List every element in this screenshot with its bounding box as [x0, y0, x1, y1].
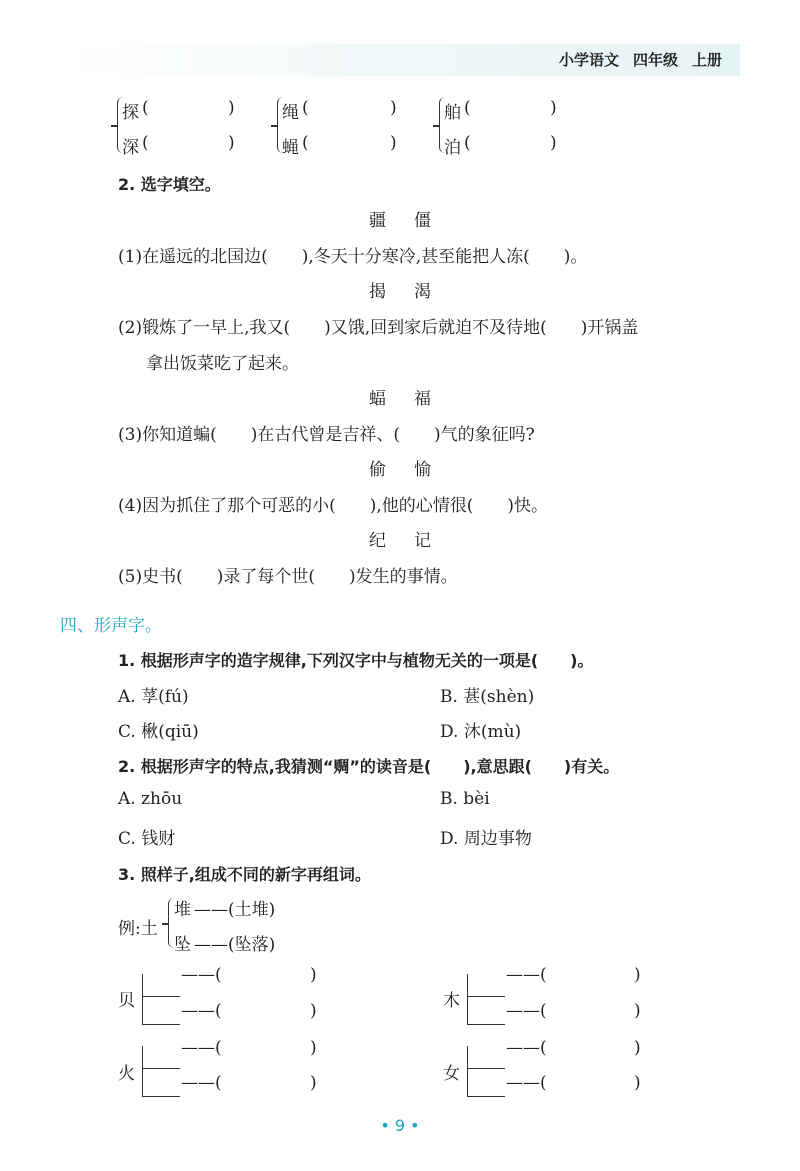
paren-open: (: [142, 98, 149, 118]
pair-top-char: 舶: [444, 103, 461, 123]
s4-q3-title: 3. 照样子,组成不同的新字再组词。: [118, 865, 371, 884]
paren-open: (: [464, 98, 471, 118]
paren-open: (: [302, 98, 309, 118]
pair-bottom-char: 泊: [444, 138, 461, 158]
blank-dash: ——(: [181, 1001, 222, 1021]
choice-char: 纪: [369, 531, 386, 551]
choice-pair: [0, 206, 800, 231]
paren-open: (: [464, 133, 471, 153]
paren-close: ): [310, 1073, 317, 1093]
q2-title: 2. 选字填空。: [118, 175, 221, 194]
page-number: • 9 •: [380, 1116, 420, 1135]
paren-close: ): [634, 965, 641, 985]
paren-close: ): [228, 98, 235, 118]
header-grade: 四年级: [632, 51, 678, 69]
example-top-word: ——(土堆): [194, 900, 276, 920]
blank-dash: ——(: [506, 965, 547, 985]
paren-close: ): [550, 98, 557, 118]
paren-close: ): [228, 133, 235, 153]
header-volume: 上册: [691, 51, 722, 69]
tree-branch: [467, 1068, 505, 1069]
radical-char: 火: [118, 1064, 135, 1084]
s4-q2-option-b: B. bèi: [440, 789, 490, 809]
choice-char: 蝠: [369, 389, 386, 409]
paren-close: ): [390, 98, 397, 118]
pair-top-char: 探: [122, 103, 139, 123]
radical-char: 木: [443, 991, 460, 1011]
paren-close: ): [310, 1038, 317, 1058]
choice-char: 愉: [414, 460, 431, 480]
blank-dash: ——(: [181, 965, 222, 985]
blank-dash: ——(: [506, 1073, 547, 1093]
q2-item-5: (5)史书( )录了每个世( )发生的事情。: [118, 567, 458, 587]
page-header: [545, 49, 722, 70]
blank-dash: ——(: [181, 1073, 222, 1093]
choice-pair: [0, 526, 800, 551]
q2-item-1: (1)在遥远的北国边( ),冬天十分寒冷,甚至能把人冻( )。: [118, 247, 588, 267]
q2-item-2: (2)锻炼了一早上,我又( )又饿,回到家后就迫不及待地( )开锅盖: [118, 318, 639, 338]
q2-item-2-cont: 拿出饭菜吃了起来。: [146, 354, 299, 374]
choice-pair: [0, 384, 800, 409]
paren-close: ): [310, 965, 317, 985]
choice-pair: [0, 277, 800, 302]
example-bottom-char: 坠: [174, 935, 191, 955]
tree-branch: [142, 996, 180, 997]
header-subject: 小学语文: [558, 51, 619, 69]
blank-dash: ——(: [506, 1001, 547, 1021]
paren-close: ): [634, 1038, 641, 1058]
s4-q2-option-a: A. zhōu: [118, 789, 183, 809]
paren-close: ): [634, 1073, 641, 1093]
example-bottom-word: ——(坠落): [194, 935, 276, 955]
choice-char: 偷: [369, 460, 386, 480]
blank-dash: ——(: [506, 1038, 547, 1058]
pair-bottom-char: 深: [122, 138, 139, 158]
example-prefix: 例:土: [118, 919, 158, 939]
choice-char: 福: [414, 389, 431, 409]
choice-char: 渴: [414, 282, 431, 302]
paren-close: ): [310, 1001, 317, 1021]
s4-q2-option-c: C. 钱财: [118, 829, 176, 849]
q2-item-4: (4)因为抓住了那个可恶的小( ),他的心情很( )快。: [118, 496, 549, 516]
tree-branch: [467, 1096, 505, 1097]
tree-branch: [142, 1024, 180, 1025]
tree-stem: [467, 1046, 468, 1096]
section-4-title: 四、形声字。: [60, 616, 162, 636]
s4-q2-option-d: D. 周边事物: [440, 829, 532, 849]
s4-q1-option-a: A. 莩(fú): [118, 687, 189, 707]
s4-q1-option-c: C. 楸(qiū): [118, 722, 199, 742]
tree-stem: [467, 974, 468, 1024]
choice-pair: [0, 455, 800, 480]
tree-branch: [467, 1024, 505, 1025]
pair-top-char: 绳: [282, 103, 299, 123]
paren-close: ): [634, 1001, 641, 1021]
paren-close: ): [390, 133, 397, 153]
tree-stem: [142, 974, 143, 1024]
choice-char: 僵: [414, 211, 431, 231]
paren-open: (: [302, 133, 309, 153]
tree-branch: [467, 996, 505, 997]
tree-stem: [142, 1046, 143, 1096]
paren-open: (: [142, 133, 149, 153]
choice-char: 疆: [369, 211, 386, 231]
tree-branch: [142, 1096, 180, 1097]
radical-char: 女: [443, 1064, 460, 1084]
s4-q1-title: 1. 根据形声字的造字规律,下列汉字中与植物无关的一项是( )。: [118, 651, 594, 670]
example-top-char: 堆: [174, 900, 191, 920]
pair-bottom-char: 蝇: [282, 138, 299, 158]
radical-char: 贝: [118, 991, 135, 1011]
q2-item-3: (3)你知道蝙( )在古代曾是吉祥、( )气的象征吗?: [118, 425, 535, 445]
choice-char: 记: [414, 531, 431, 551]
s4-q1-option-d: D. 沐(mù): [440, 722, 522, 742]
paren-close: ): [550, 133, 557, 153]
s4-q1-option-b: B. 葚(shèn): [440, 687, 535, 707]
blank-dash: ——(: [181, 1038, 222, 1058]
s4-q2-title: 2. 根据形声字的特点,我猜测“赒”的读音是( ),意思跟( )有关。: [118, 757, 620, 776]
choice-char: 揭: [369, 282, 386, 302]
tree-branch: [142, 1068, 180, 1069]
